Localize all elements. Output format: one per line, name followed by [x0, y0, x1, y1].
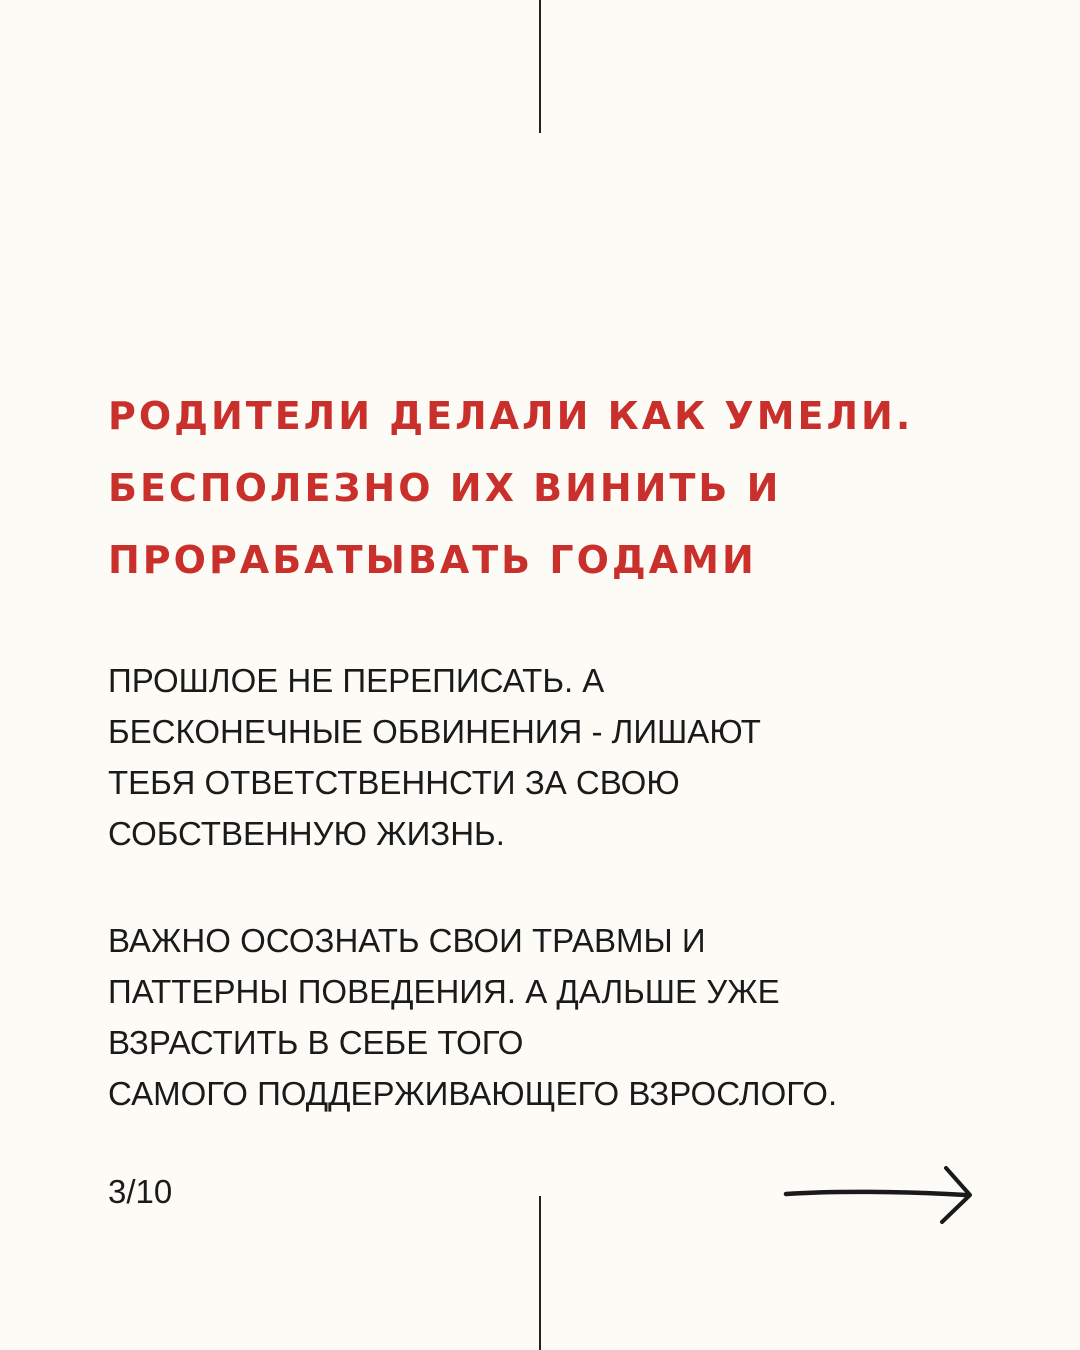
paragraph-2-line-3: ВЗРАСТИТЬ В СЕБЕ ТОГО [108, 1024, 524, 1061]
paragraph-2-line-2: ПАТТЕРНЫ ПОВЕДЕНИЯ. А ДАЛЬШЕ УЖЕ [108, 973, 780, 1010]
headline-line-3: ПРОРАБАТЫВАТЬ ГОДАМИ [108, 538, 757, 582]
headline-line-1: РОДИТЕЛИ ДЕЛАЛИ КАК УМЕЛИ. [108, 394, 914, 438]
body-paragraph-1 [108, 655, 988, 859]
page-counter: 3/10 [108, 1173, 173, 1210]
paragraph-1-line-2: БЕСКОНЕЧНЫЕ ОБВИНЕНИЯ - ЛИШАЮТ [108, 713, 761, 750]
paragraph-1-line-1: ПРОШЛОЕ НЕ ПЕРЕПИСАТЬ. А [108, 662, 605, 699]
bottom-divider-line [539, 1196, 541, 1350]
top-divider-line [539, 0, 541, 133]
body-paragraph-2 [108, 915, 988, 1119]
paragraph-2-line-4: САМОГО ПОДДЕРЖИВАЮЩЕГО ВЗРОСЛОГО. [108, 1075, 838, 1112]
arrow-right-icon [780, 1162, 980, 1232]
headline-line-2: БЕСПОЛЕЗНО ИХ ВИНИТЬ И [108, 466, 782, 510]
paragraph-2-line-1: ВАЖНО ОСОЗНАТЬ СВОИ ТРАВМЫ И [108, 922, 706, 959]
paragraph-1-line-3: ТЕБЯ ОТВЕТСТВЕННСТИ ЗА СВОЮ [108, 764, 680, 801]
next-slide-button[interactable] [780, 1162, 980, 1232]
paragraph-1-line-4: СОБСТВЕННУЮ ЖИЗНЬ. [108, 815, 505, 852]
headline [108, 380, 988, 596]
